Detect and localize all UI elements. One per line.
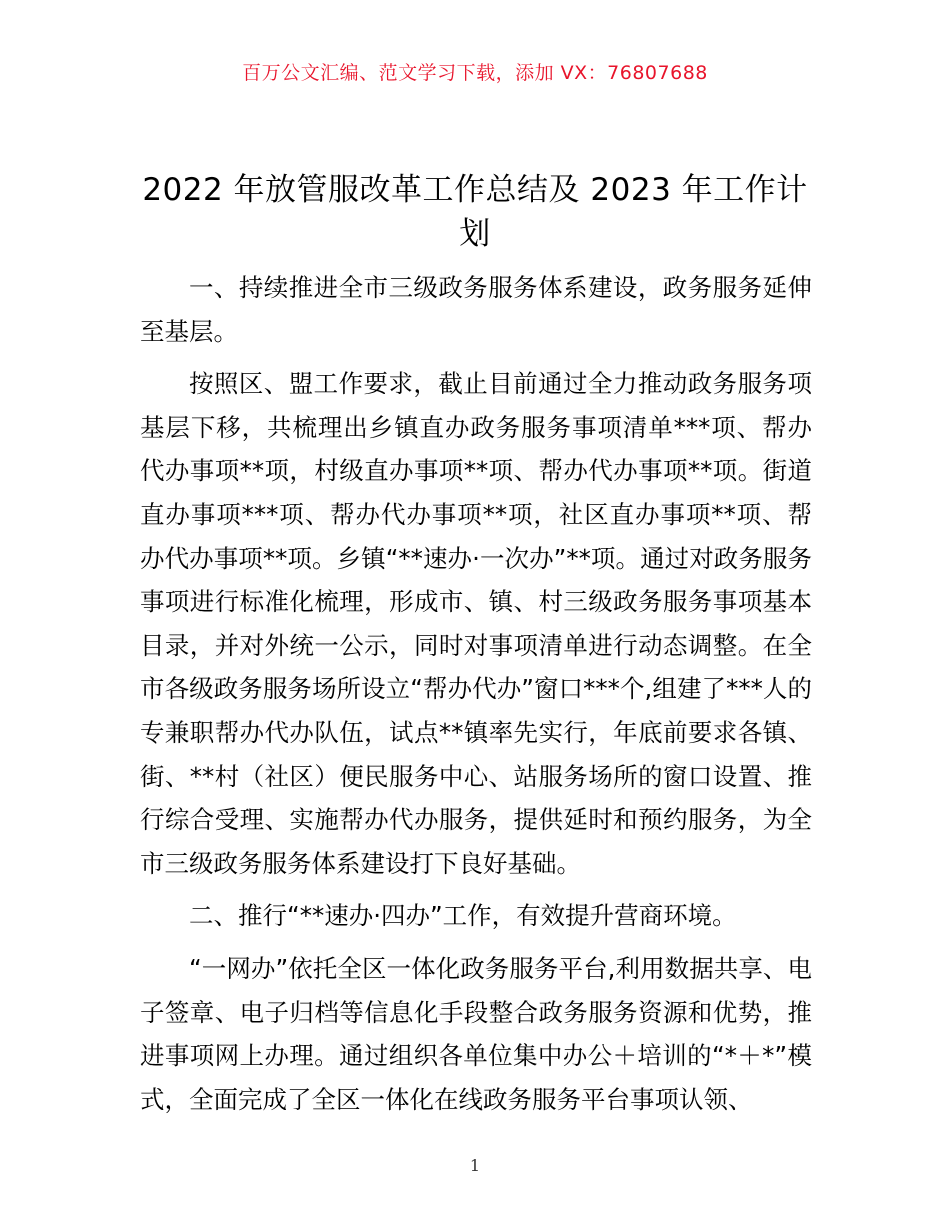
document-body <box>140 266 812 1121</box>
section-heading-1: 一、持续推进全市三级政务服务体系建设，政务服务延伸至基层。 <box>140 273 812 346</box>
section-heading-2: 二、推行“**速办·四办”工作，有效提升营商环境。 <box>189 901 737 931</box>
document-title: 2022 年放管服改革工作总结及 2023 年工作计划 <box>142 172 808 252</box>
header-watermark-note: 百万公文汇编、范文学习下载，添加 VX：76807688 <box>242 62 708 84</box>
body-paragraph-2: “一网办”依托全区一体化政务服务平台,利用数据共享、电子签章、电子归档等信息化手段整合政务服务资源和优势，推进事项网上办理。通过组织各单位集中办公＋培训的“*＋*”模式，全面完成了全区一体化在线政务服务平台事项认领、 <box>140 953 812 1114</box>
body-paragraph-1: 按照区、盟工作要求，截止目前通过全力推动政务服务项基层下移，共梳理出乡镇直办政务服务事项清单***项、帮办代办事项**项，村级直办事项**项、帮办代办事项**项。街道直办事项***项、帮办代办事项**项，社区直办事项**项、帮办代办事项**项。乡镇“**速办·一次办”**项。通过对政务服务事项进行标准化梳理，形成市、镇、村三级政务服务事项基本目录，并对外统一公示，同时对事项清单进行动态调整。在全市各级政务服务场所设立“帮办代办”窗口***个,组建了***人的专兼职帮办代办队伍，试点**镇率先实行，年底前要求各镇、街、**村（社区）便民服务中心、站服务场所的窗口设置、推行综合受理、实施帮办代办服务，提供延时和预约服务，为全市三级政务服务体系建设打下良好基础。 <box>140 369 812 878</box>
page-number: 1 <box>469 1156 481 1175</box>
